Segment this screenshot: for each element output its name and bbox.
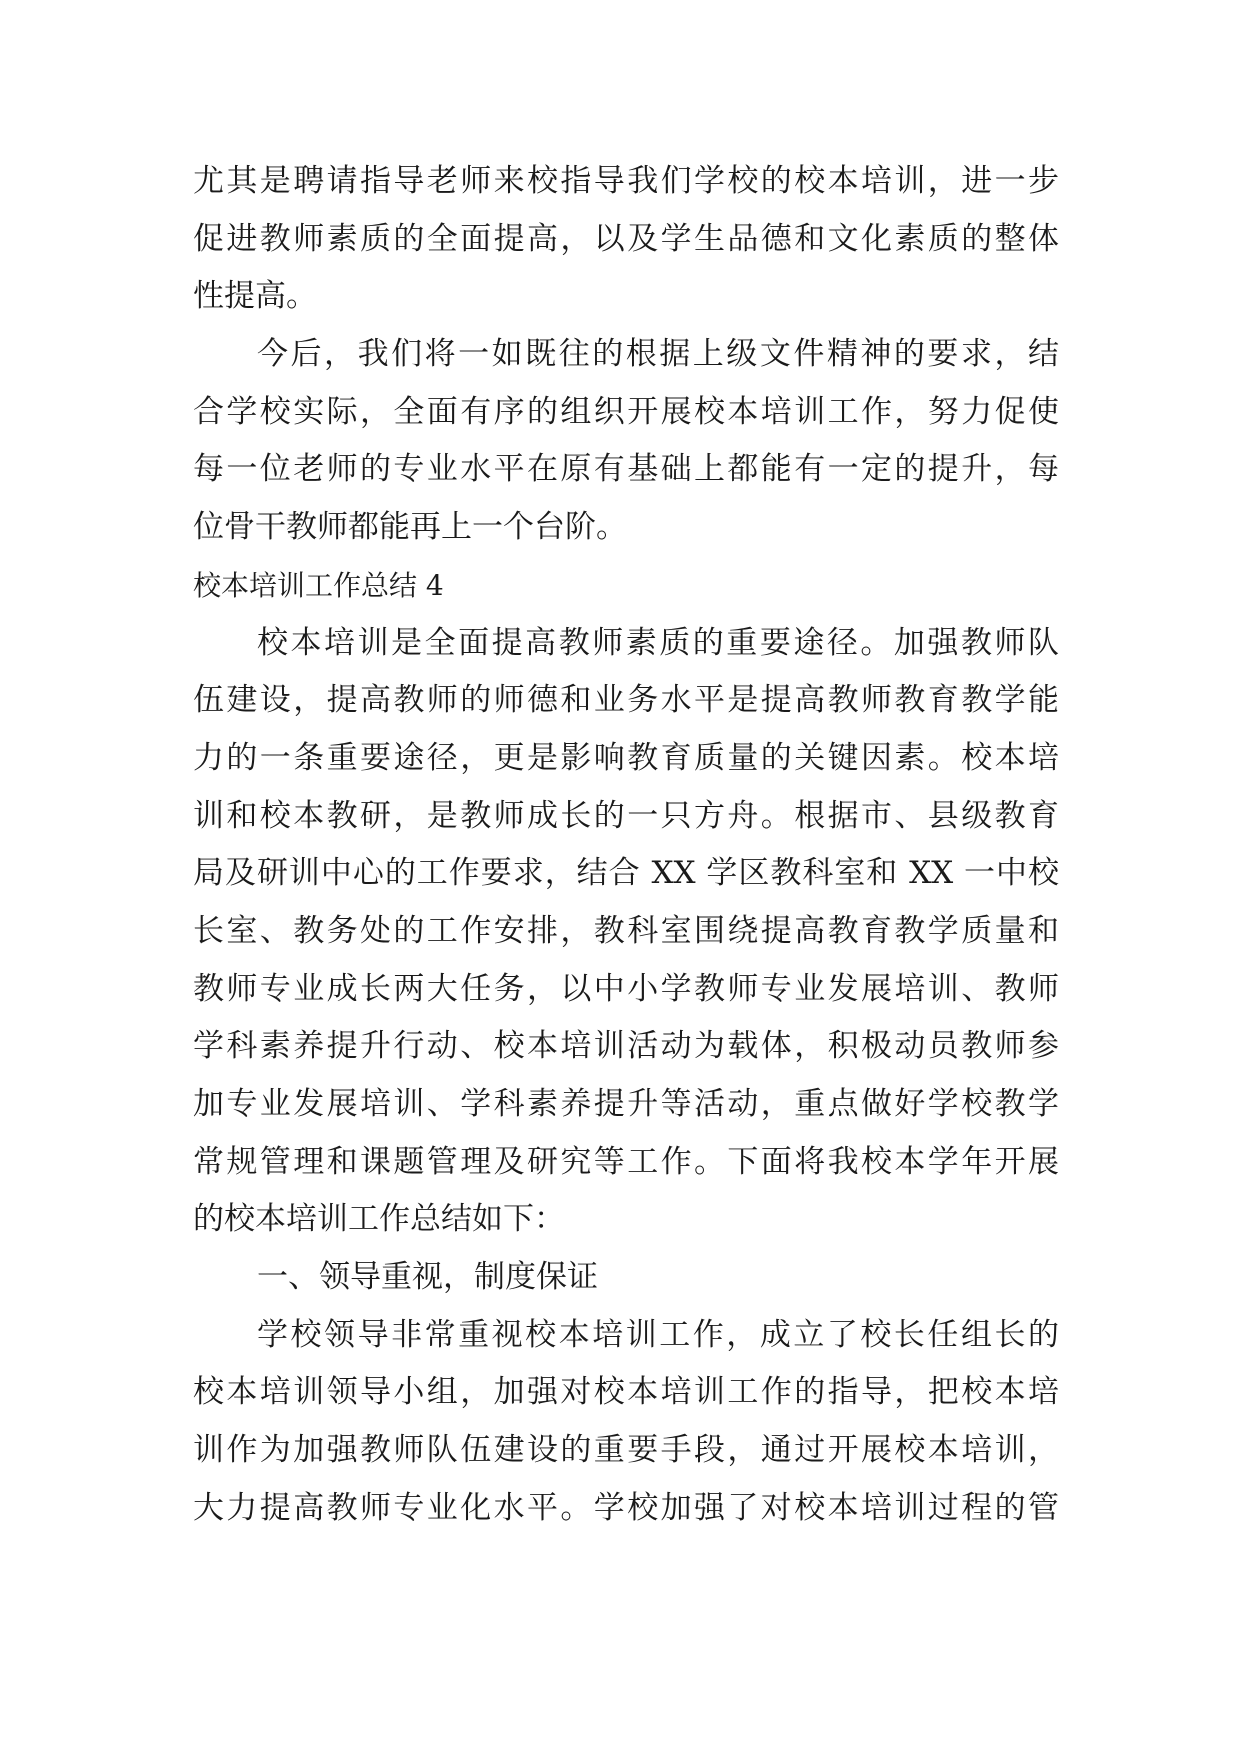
- text-line: 性提高。: [193, 278, 317, 315]
- section-heading: 校本培训工作总结 4: [193, 568, 444, 602]
- text-line: 训作为加强教师队伍建设的重要手段，通过开展校本培训，: [193, 1432, 1059, 1469]
- text-line: 每一位老师的专业水平在原有基础上都能有一定的提升，每: [193, 451, 1059, 488]
- text-line: 合学校实际，全面有序的组织开展校本培训工作，努力促使: [193, 393, 1059, 430]
- text-line: 训和校本教研，是教师成长的一只方舟。根据市、县级教育: [193, 797, 1059, 834]
- text-line: 长室、教务处的工作安排，教科室围绕提高教育教学质量和: [193, 912, 1059, 949]
- text-line: 尤其是聘请指导老师来校指导我们学校的校本培训，进一步: [193, 163, 1059, 199]
- text-line: 常规管理和课题管理及研究等工作。下面将我校本学年开展: [193, 1143, 1059, 1180]
- text-line: 校本培训领导小组，加强对校本培训工作的指导，把校本培: [193, 1374, 1059, 1411]
- text-line: 局及研训中心的工作要求，结合 XX 学区教科室和 XX 一中校: [193, 855, 1059, 892]
- text-line: 的校本培训工作总结如下：: [193, 1201, 565, 1238]
- text-line: 伍建设，提高教师的师德和业务水平是提高教师教育教学能: [193, 682, 1059, 719]
- text-line: 位骨干教师都能再上一个台阶。: [193, 509, 627, 546]
- subsection-heading: 一、领导重视，制度保证: [257, 1259, 598, 1296]
- text-line: 大力提高教师专业化水平。学校加强了对校本培训过程的管: [193, 1489, 1059, 1526]
- text-line: 力的一条重要途径，更是影响教育质量的关键因素。校本培: [193, 739, 1059, 776]
- text-line: 促进教师素质的全面提高，以及学生品德和文化素质的整体: [193, 220, 1059, 257]
- text-line: 校本培训是全面提高教师素质的重要途径。加强教师队: [257, 624, 1059, 661]
- text-line: 学科素养提升行动、校本培训活动为载体，积极动员教师参: [193, 1028, 1059, 1065]
- document-body: [193, 153, 1059, 1538]
- text-line: 加专业发展培训、学科素养提升等活动，重点做好学校教学: [193, 1086, 1059, 1122]
- text-line: 今后，我们将一如既往的根据上级文件精神的要求，结: [257, 336, 1059, 373]
- text-line: 学校领导非常重视校本培训工作，成立了校长任组长的: [257, 1316, 1059, 1353]
- text-line: 教师专业成长两大任务，以中小学教师专业发展培训、教师: [193, 970, 1059, 1007]
